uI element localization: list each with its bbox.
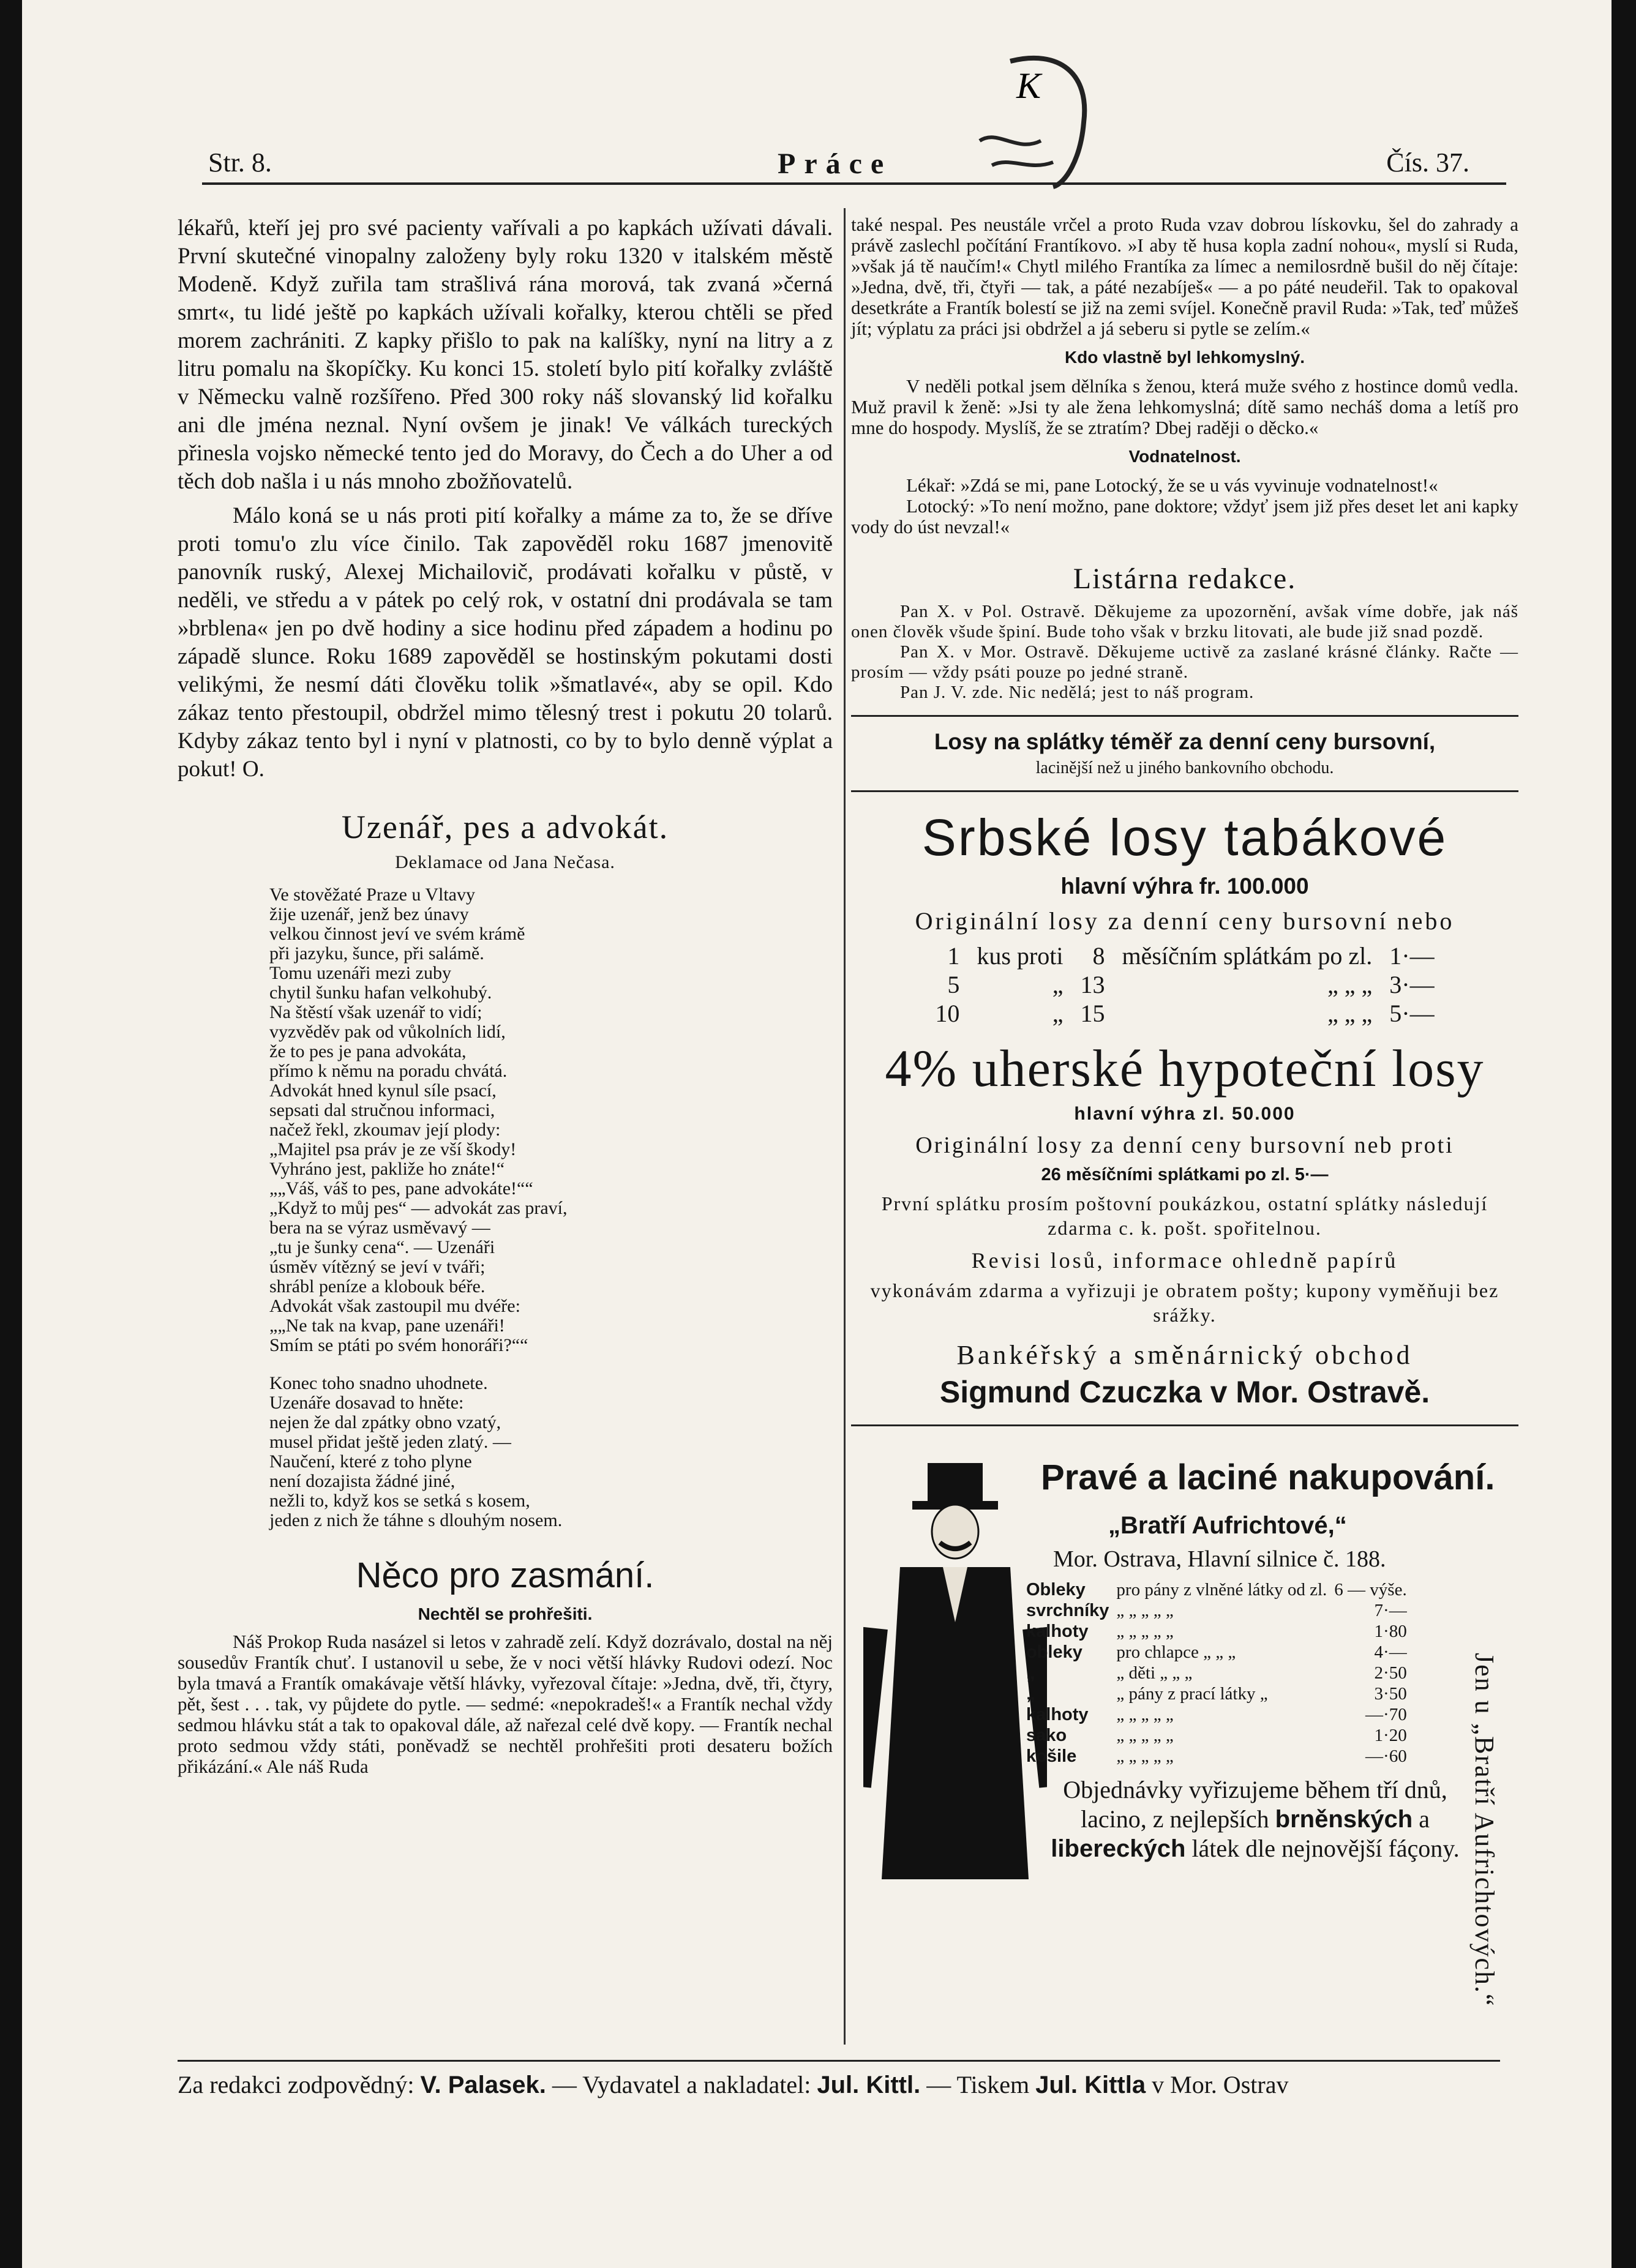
price-cell: 1·— (1389, 942, 1435, 970)
clothing-price-cell: 2·50 (1374, 1663, 1407, 1683)
poem-line: nežli to, když kos se setká s kosem, (269, 1491, 530, 1511)
anecdote-title: Kdo vlastně byl lehkomyslný. (1064, 348, 1305, 367)
ad-service: vykonávám zdarma a vyřizuji je obratem pošty; kupony vyměňuji bez srážky. (870, 1279, 1499, 1326)
anecdote-title: Vodnatelnost. (1128, 447, 1241, 466)
divider (851, 1424, 1518, 1426)
clothing-price-cell: „ „ „ „ „ (1116, 1622, 1174, 1641)
clothing-price-row (1022, 1663, 1411, 1683)
poem-line: Na štěstí však uzenář to vidí; (269, 1002, 482, 1022)
clothing-price-cell: Obleky (1026, 1580, 1086, 1600)
clothing-price-cell: „ „ „ „ „ (1116, 1705, 1174, 1724)
section-title: Něco pro zasmání. (356, 1555, 655, 1595)
poem-subtitle: Deklamace od Jana Nečasa. (395, 852, 615, 872)
order-text: Objednávky vyřizujeme během tří dnů, lacino, z nejlepších (1063, 1776, 1447, 1833)
bank-name: Sigmund Czuczka v Mor. Ostravě. (939, 1375, 1430, 1409)
price-table (926, 941, 1443, 1028)
ad-serbian-lottery-title: Srbské losy tabákové (921, 809, 1448, 866)
poem-line: „„Ne tak na kvap, pane uzenáři! (269, 1316, 505, 1336)
clothing-price-cell: košile (1026, 1746, 1077, 1766)
clothing-price-cell: 3·50 (1374, 1684, 1407, 1704)
poem-line: „tu je šunky cena“. — Uzenáři (269, 1237, 495, 1257)
ad-revision: Revisi losů, informace ohledně papírů (971, 1248, 1398, 1273)
clothing-price-cell: —·60 (1365, 1746, 1407, 1766)
poem-line: bera na se výraz usměvavý — (269, 1218, 490, 1238)
price-cell: 10 (935, 1000, 960, 1027)
clothing-ad (851, 1445, 1518, 1885)
svg-text:K: K (1016, 65, 1041, 106)
anecdote-text: V neděli potkal jsem dělníka s ženou, která muže svého z hostince domů vedla. Muž pravil k ženě: »Jsi ty ale žena lehkomyslná; dítě samo necháš doma a letíš pro mne do hospody. Myslíš, že se ztratím? Dbej raději o děcko.« (851, 375, 1518, 438)
clothing-price-row (1022, 1621, 1411, 1642)
clothing-price-cell: „ (1026, 1684, 1035, 1704)
poem-line: Konec toho snadno uhodnete. (269, 1373, 488, 1393)
clothing-price-row (1022, 1704, 1411, 1725)
ad-main-prize: hlavní výhra zl. 50.000 (1074, 1104, 1296, 1124)
clothing-price-cell: kalhoty (1026, 1705, 1089, 1724)
story-title: Nechtěl se prohřešiti. (418, 1604, 593, 1623)
imprint-name: V. Palasek. (420, 2072, 546, 2098)
poem-line: velkou činnost jeví ve svém krámě (269, 924, 525, 944)
order-text-bold: brněnských (1275, 1806, 1413, 1833)
ad-offer-line: Originální losy za denní ceny bursovní nebo (915, 907, 1455, 935)
poem-line: jeden z nich že táhne s dlouhým nosem. (269, 1510, 563, 1530)
poem-line: Advokát však zastoupil mu dvéře: (269, 1296, 520, 1316)
clothing-price-cell: „ (1026, 1663, 1035, 1683)
poem-line: při jazyku, šunce, při salámě. (269, 943, 484, 964)
story-continuation: také nespal. Pes neustále vrčel a proto Ruda vzav dobrou lískovku, šel do zahrady a právě zaslechl počítání Frantíkovo. »I aby tě husa kopla zadní nohou«, myslí si Ruda, »však já tě naučím!« Chytl milého Frantíka za límec a nemilosrdně bušil do něj čítaje: »Jedna, dvě, tři, čtyři — tak, a páté nezabíješ« — a po páté neudeřil. Tak to opakoval desetkráte a Frantík bolestí se již na zemi svíjel. Konečně pravil Ruda: »Tak, teď můžeš jít; výplatu za práci jsi obdržel a já seberu si pytle se zelím.« (851, 214, 1518, 339)
ad-headline: Losy na splátky téměř za denní ceny bursovní, (934, 729, 1436, 754)
clothing-price-cell: svrchníky (1026, 1601, 1109, 1620)
divider (851, 715, 1518, 717)
poem-line: Vyhráno jest, pakliže ho znáte!“ (269, 1159, 505, 1179)
clothing-price-cell: pro chlapce „ „ „ (1116, 1642, 1236, 1662)
clothing-price-cell: 7·— (1374, 1601, 1407, 1620)
newspaper-title: Práce (778, 148, 893, 180)
order-text: látek dle nejnovější fáçony. (1191, 1835, 1460, 1862)
editorial-mailbox-title: Listárna redakce. (1073, 563, 1297, 595)
ad-first-payment: První splátku prosím poštovní poukázkou, ostatní splátky následují zdarma c. k. pošt. spořitelnou. (881, 1192, 1488, 1239)
scan-border-right (1612, 0, 1636, 2268)
editorial-note: Pan J. V. zde. Nic nedělá; jest to náš program. (900, 683, 1255, 702)
poem-line: načež řekl, zkoumav její plody: (269, 1120, 501, 1140)
right-column (851, 214, 1518, 1885)
clothing-price-row (1022, 1683, 1411, 1704)
story-text: Náš Prokop Ruda nasázel si letos v zahradě zelí. Když dozrávalo, dostal na něj sousedův Frantík chuť. I ustanovil u sebe, že v noci větší hlávky Rudovi odezí. Noc byla tmavá a Frantík omakávaje větší hlávky, vyřezoval čítaje: »Jedna, dvě, tři, čtyry, pět, šest . . . tak, vy půjdete do pytle. — sedmé: «nepokradeš!« a Frantík nechal vždy sedmou hlávku stát a tak to opakoval dále, až nařezal celé dvě kopy. — Frantík nechal proto sedmou vždy státi, poněvadž se nechtěl prohřešiti proti desateru božích přikázání.« Ale náš Ruda (178, 1631, 833, 1777)
clothing-price-cell: „ děti „ „ „ (1116, 1663, 1193, 1683)
clothing-price-cell: 1·20 (1374, 1726, 1407, 1745)
poem-line: není dozajista žádné jiné, (269, 1471, 456, 1491)
clothing-price-cell: „ „ „ „ „ (1116, 1726, 1174, 1745)
issue-number: Čís. 37. (1386, 148, 1469, 178)
clothing-price-cell: „ „ „ „ „ (1116, 1746, 1174, 1766)
price-cell: 5 (947, 971, 960, 998)
poem-line: „„Váš, váš to pes, pane advokáte!““ (269, 1178, 533, 1199)
clothing-price-cell: kalhoty (1026, 1622, 1089, 1641)
ad-installments: 26 měsíčními splátkami po zl. 5·— (1041, 1165, 1329, 1185)
price-row (926, 941, 1443, 970)
clothing-price-row (1022, 1725, 1411, 1746)
poem-line: žije uzenář, jenž bez únavy (269, 904, 469, 924)
anecdote-text: Lékař: »Zdá se mi, pane Lotocký, že se u vás vyvinuje vodnatelnost!« (906, 474, 1438, 496)
page-header (208, 147, 1469, 196)
clothing-price-row (1022, 1579, 1411, 1600)
article-paragraph: Málo koná se u nás proti pití kořalky a máme za to, že se dříve proti tomu'o zlu více činilo. Tak zapověděl roku 1687 jmenovitě panovník ruský, Alexej Michailovič, prodávati kořalku v půstě, v neděli, ve středu a v pátek po celý rok, v ostatní dni prodávala se tam »brblena« jen po dvě hodiny a sice hodinu před západem a hodinu po západě slunce. Roku 1689 zapověděl se hostinským pokutami dosti velikými, že nesmí dáti člověku tolik »šmatlavé«, aby se opil. Kdo zákaz tento přestoupil, obdržel mimo tělesný trest i pokutu 20 tolarů. Kdyby zákaz tento byl i nyní v platnosti, co by to bylo denně výplat a pokut! O. (178, 503, 833, 782)
clothing-ad-title: Pravé a laciné nakupování. (1041, 1458, 1495, 1497)
imprint-text: v Mor. Ostrav (1152, 2071, 1289, 2098)
clothing-price-cell: 1·80 (1374, 1622, 1407, 1641)
clothing-price-cell: „ pány z prací látky „ (1116, 1684, 1268, 1704)
poem-line: přímo k němu na poradu chvátá. (269, 1061, 508, 1081)
price-cell: „ (1052, 971, 1064, 998)
order-text: a (1419, 1805, 1430, 1833)
clothing-price-cell: 6 — výše. (1334, 1580, 1407, 1600)
price-cell: měsíčním splátkám po zl. (1122, 942, 1373, 970)
imprint-footer (178, 2070, 1525, 2099)
gentleman-illustration-icon (863, 1463, 1047, 1885)
poem-line: nejen že dal zpátky obno vzatý, (269, 1412, 501, 1432)
poem-line: Tomu uzenáři mezi zuby (269, 963, 451, 983)
order-text-bold: libereckých (1051, 1835, 1186, 1862)
poem (178, 885, 833, 1530)
clothing-price-cell: 4·— (1374, 1642, 1407, 1662)
bank-line: Bankéřský a směnárnický obchod (956, 1340, 1413, 1370)
price-cell: 3·— (1389, 971, 1435, 998)
ad-subline: lacinější než u jiného bankovního obchodu. (1035, 758, 1334, 777)
price-cell: „ „ „ (1327, 971, 1373, 998)
poem-line: vyzvěděv pak od vůkolních lidí, (269, 1022, 506, 1042)
price-cell: kus proti (977, 942, 1064, 970)
clothing-price-row (1022, 1746, 1411, 1767)
poem-line: „Když to můj pes“ — advokát zas praví, (269, 1198, 568, 1218)
poem-line: Smím se ptáti po svém honoráři?““ (269, 1335, 528, 1355)
scan-border-left (0, 0, 22, 2268)
price-cell: 15 (1080, 1000, 1105, 1027)
clothing-price-row (1022, 1600, 1411, 1621)
price-cell: 8 (1092, 942, 1105, 970)
poem-line (269, 1355, 833, 1374)
poem-line: že to pes je pana advokáta, (269, 1041, 467, 1061)
price-cell: „ (1052, 1000, 1064, 1027)
clothing-order-note (1041, 1775, 1469, 1863)
footer-rule (178, 2060, 1500, 2062)
left-column (178, 214, 833, 1777)
imprint-name: Jul. Kittl. (817, 2072, 921, 2098)
vertical-slogan (1469, 1653, 1506, 2069)
poem-line: sepsati dal stručnou informaci, (269, 1100, 495, 1120)
clothing-firm-name: „Bratří Aufrichtové,“ (1108, 1512, 1347, 1539)
poem-line: úsměv vítězný se jeví v tváři; (269, 1257, 486, 1277)
ad-hungarian-lottery-title: 4% uherské hypoteční losy (885, 1039, 1485, 1098)
clothing-price-row (1022, 1642, 1411, 1663)
page-number: Str. 8. (208, 148, 272, 178)
poem-line: shrábl peníze a klobouk béře. (269, 1276, 486, 1297)
anecdote-text: Lotocký: »To není možno, pane doktore; vždyť jsem již přes deset let ani kapky vody do úst nevzal!« (851, 495, 1518, 537)
imprint-text: Za redakci zodpovědný: (178, 2071, 415, 2098)
poem-line: musel přidat ještě jeden zlatý. — (269, 1432, 511, 1452)
poem-title: Uzenář, pes a advokát. (341, 809, 669, 845)
price-row (926, 999, 1443, 1028)
clothing-price-cell: sako (1026, 1726, 1067, 1745)
clothing-price-cell: —·70 (1365, 1705, 1407, 1724)
imprint-text: — Vydavatel a nakladatel: (552, 2071, 811, 2098)
column-rule (844, 208, 846, 2045)
clothing-address: Mor. Ostrava, Hlavní silnice č. 188. (1053, 1546, 1386, 1572)
imprint-name: Jul. Kittla (1035, 2072, 1146, 2098)
price-cell: 5·— (1389, 1000, 1435, 1027)
poem-line: Naučení, které z toho plyne (269, 1451, 472, 1472)
poem-line: Ve stověžaté Praze u Vltavy (269, 885, 475, 905)
header-rule (202, 182, 1506, 185)
editorial-note: Pan X. v Pol. Ostravě. Děkujeme za upozornění, avšak víme dobře, jak náš onen člověk všude špiní. Bude toho však v brzku litovati, ale bude již snad pozdě. (851, 602, 1518, 642)
clothing-price-cell: pro pány z vlněné látky od zl. (1116, 1580, 1327, 1600)
price-cell: „ „ „ (1327, 1000, 1373, 1027)
poem-line: Uzenáře dosavad to hněte: (269, 1393, 464, 1413)
clothing-price-list (1022, 1579, 1411, 1767)
poem-line: chytil šunku hafan velkohubý. (269, 982, 492, 1003)
ad-offer-line: Originální losy za denní ceny bursovní neb proti (915, 1132, 1454, 1158)
price-cell: 1 (947, 942, 960, 970)
poem-line: „Majitel psa práv je ze vší škody! (269, 1139, 517, 1159)
clothing-price-cell: obleky (1026, 1642, 1083, 1662)
divider (851, 790, 1518, 792)
price-row (926, 970, 1443, 999)
price-cell: 13 (1080, 971, 1105, 998)
imprint-text: — Tiskem (926, 2071, 1030, 2098)
editorial-note: Pan X. v Mor. Ostravě. Děkujeme uctivě za zaslané krásné články. Račte — prosím — vždy psáti pouze po jedné straně. (851, 642, 1518, 682)
poem-line: Advokát hned kynul síle psací, (269, 1080, 497, 1101)
clothing-price-cell: „ „ „ „ „ (1116, 1601, 1174, 1620)
article-paragraph: lékařů, kteří jej pro své pacienty vařívali a po kapkách užívati dávali. První skutečné vinopalny založeny byly roku 1320 v italském městě Modeně. Když zuřila tam strašlivá rána morová, tak zvaná »černá smrt«, tu lidé ještě po kapkách užívali kořalky, kterou chtěli se před morem zachrániti. Z kapky přišlo to pak na kalíšky, nyní na litry a z litru pomalu na škopíčky. Ku konci 15. století bylo pití kořalky zvláště v Německu valně rozšířeno. Před 300 roky náš slovanský lid kořalku ani dle jména neznal. Nyní ovšem je jinak! Ve válkách tureckých přinesla vojsko německé tento jed do Moravy, do Čech a do Uher a od těch dob našla i u nás mnoho zbožňovatelů. (178, 215, 833, 494)
vertical-slogan-text: Jen u „Bratří Aufrichtových.“ (1469, 1653, 1499, 2007)
ad-main-prize: hlavní výhra fr. 100.000 (1060, 874, 1309, 899)
